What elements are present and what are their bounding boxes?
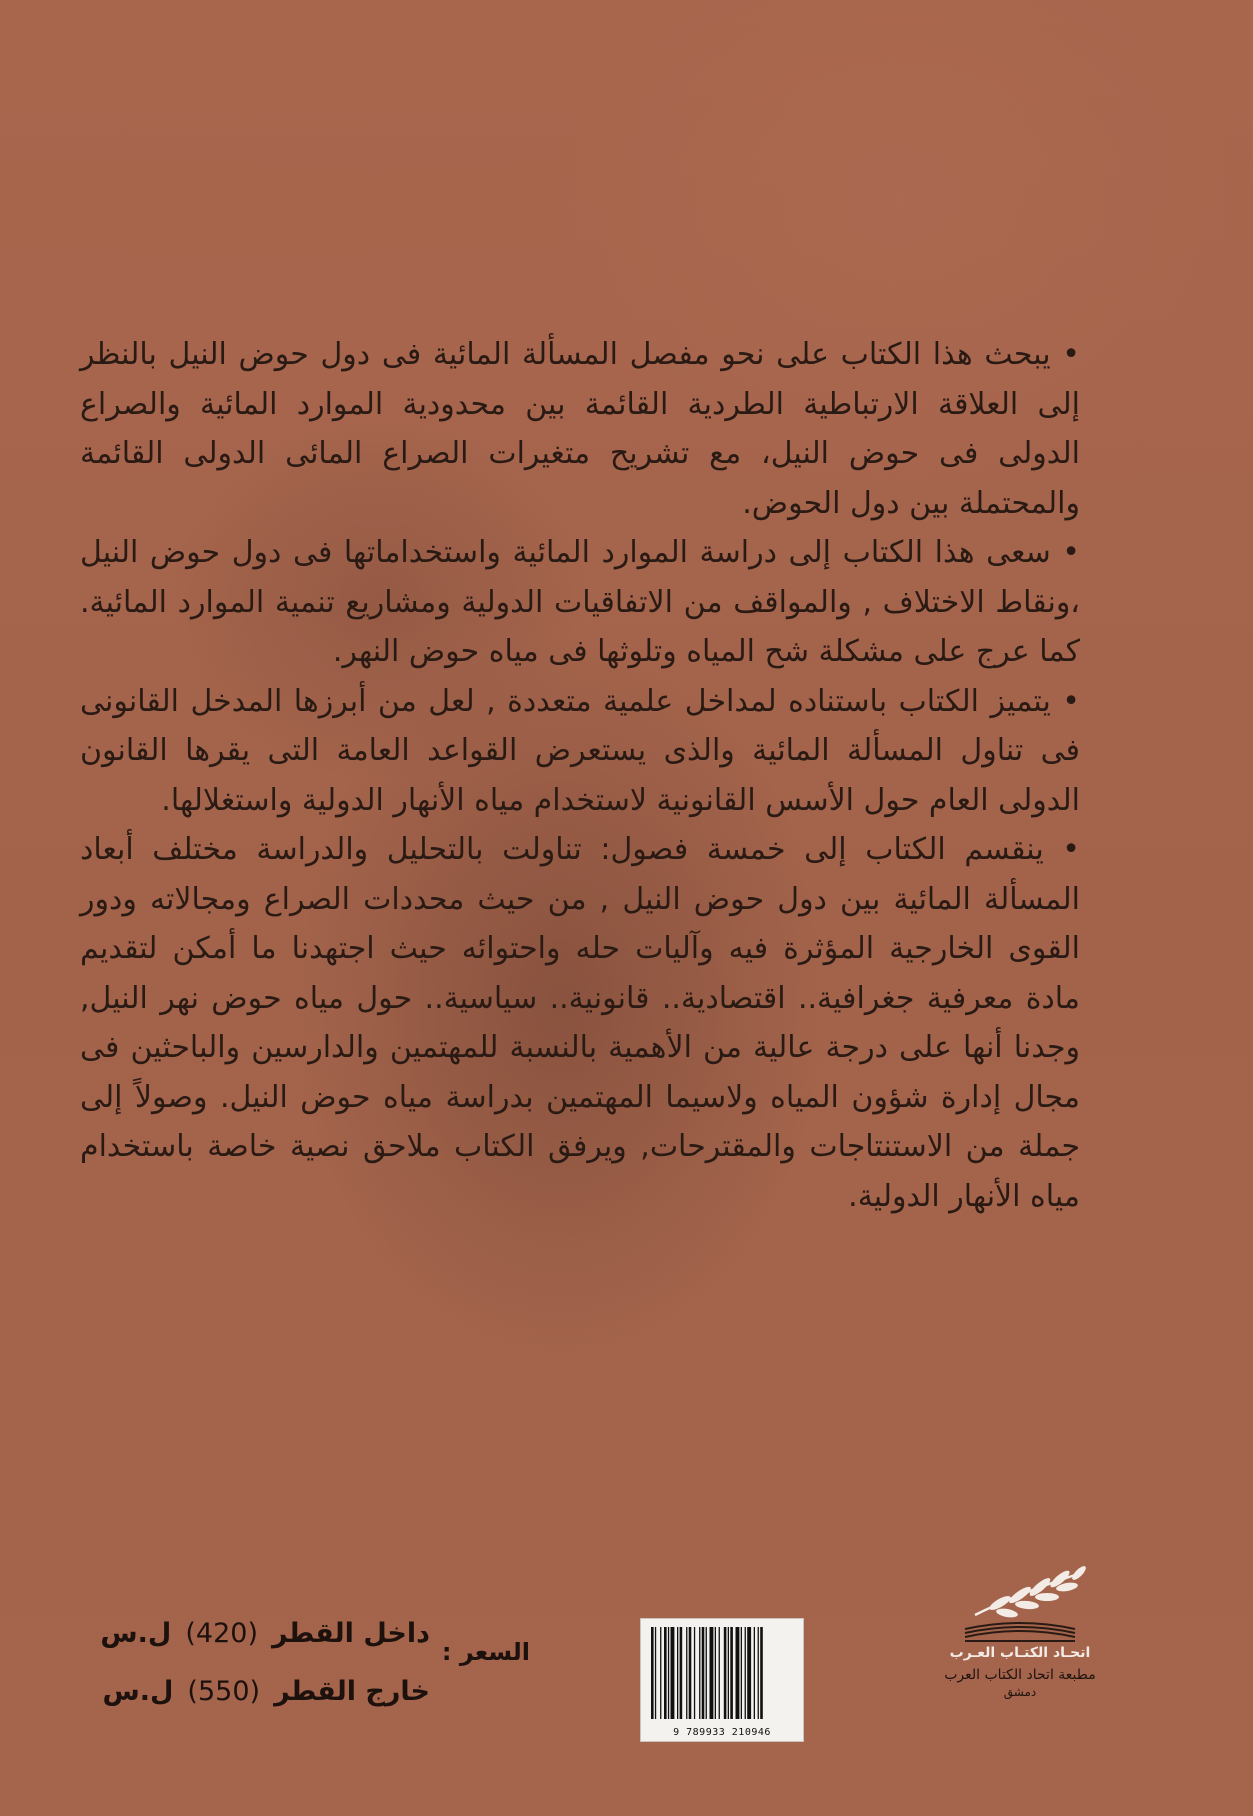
- price-outside-currency: ل.س: [102, 1676, 174, 1707]
- barcode-bar: [730, 1627, 733, 1719]
- barcode-bar: [760, 1627, 763, 1719]
- price-label: السعر :: [441, 1638, 530, 1666]
- blurb-paragraph-2: • سعى هذا الكتاب إلى دراسة الموارد المائية واستخداماتها فى دول حوض النيل ،ونقاط الاختلاف , والمواقف من الاتفاقيات الدولية ومشاريع تنمية الموارد المائية. كما عرج على مشكلة شح المياه وتلوثها فى مياه حوض النهر.: [80, 535, 1080, 669]
- barcode-bar: [694, 1627, 695, 1719]
- barcode-bar: [655, 1627, 656, 1719]
- price-outside-label: خارج القطر: [274, 1676, 430, 1707]
- price-inside-amount: (420): [185, 1618, 258, 1649]
- barcode-bar: [677, 1627, 678, 1719]
- blurb-paragraph-4: • ينقسم الكتاب إلى خمسة فصول: تناولت بالتحليل والدراسة مختلف أبعاد المسألة المائية بين دول حوض النيل , من حيث محددات الصراع ومجالاته ودور القوى الخارجية المؤثرة فيه وآليات حله واحتوائه حيث اجتهدنا ما أمكن لتقديم مادة معرفية جغرافية.. اقتصادية.. قانونية.. سياسية.. حول مياه حوض نهر النيل, وجدنا أنها على درجة عالية من الأهمية بالنسبة للمهتمين والدارسين والباحثين فى مجال إدارة شؤون المياه ولاسيما المهتمين بدراسة مياه حوض النيل. وصولاً إلى جملة من الاستنتاجات والمقترحات, ويرفق الكتاب ملاحق نصية خاصة باستخدام مياه الأنهار الدولية.: [80, 832, 1080, 1214]
- barcode-bar: [724, 1627, 727, 1719]
- barcode-bar: [710, 1627, 714, 1719]
- blurb-text: [80, 330, 1080, 1221]
- barcode-bar: [699, 1627, 700, 1719]
- barcode-bar: [706, 1627, 707, 1719]
- price-block: [60, 1618, 530, 1748]
- barcode-bar: [728, 1627, 729, 1719]
- barcode-bar: [686, 1627, 687, 1719]
- barcode-bar: [741, 1627, 742, 1719]
- barcode-bar: [754, 1627, 755, 1719]
- publisher-block: [905, 1555, 1135, 1755]
- barcode-bar: [668, 1627, 669, 1719]
- barcode-bar: [719, 1627, 720, 1719]
- barcode-bar: [758, 1627, 759, 1719]
- barcode-bars: [649, 1627, 795, 1723]
- price-inside: [100, 1618, 430, 1649]
- barcode-bar: [651, 1627, 654, 1719]
- price-outside: [102, 1676, 430, 1707]
- barcode-bar: [745, 1627, 746, 1719]
- barcode-bar: [671, 1627, 675, 1719]
- barcode-bar: [736, 1627, 740, 1719]
- barcode-bar: [747, 1627, 751, 1719]
- price-inside-label: داخل القطر: [272, 1618, 430, 1649]
- barcode-bar: [689, 1627, 692, 1719]
- publisher-city: دمشق: [1003, 1685, 1037, 1699]
- olive-branch-book-logo-icon: [945, 1555, 1095, 1647]
- barcode-bar: [702, 1627, 705, 1719]
- barcode-bar: [680, 1627, 683, 1719]
- publisher-name: اتحـاد الكتـاب العـرب: [949, 1645, 1091, 1661]
- barcode: [640, 1618, 804, 1742]
- blurb-paragraph-3: • يتميز الكتاب باستناده لمداخل علمية متعددة , لعل من أبرزها المدخل القانونى فى تناول المسألة المائية والذى يستعرض القواعد العامة التى يقرها القانون الدولى العام حول الأسس القانونية لاستخدام مياه الأنهار الدولية واستغلالها.: [80, 683, 1080, 818]
- barcode-bar: [660, 1627, 661, 1719]
- publisher-press: مطبعة اتحاد الكتاب العرب: [944, 1667, 1096, 1683]
- price-outside-amount: (550): [187, 1676, 261, 1707]
- price-inside-currency: ل.س: [100, 1618, 172, 1649]
- barcode-digits: 9 789933 210946: [673, 1727, 771, 1738]
- barcode-bar: [715, 1627, 716, 1719]
- blurb-paragraph-1: • يبحث هذا الكتاب على نحو مفصل المسألة المائية فى دول حوض النيل بالنظر إلى العلاقة الارتباطية الطردية القائمة بين محدودية الموارد المائية والصراع الدولى فى حوض النيل، مع تشريح متغيرات الصراع المائى الدولى القائمة والمحتملة بين دول الحوض.: [80, 337, 1080, 521]
- barcode-bar: [664, 1627, 667, 1719]
